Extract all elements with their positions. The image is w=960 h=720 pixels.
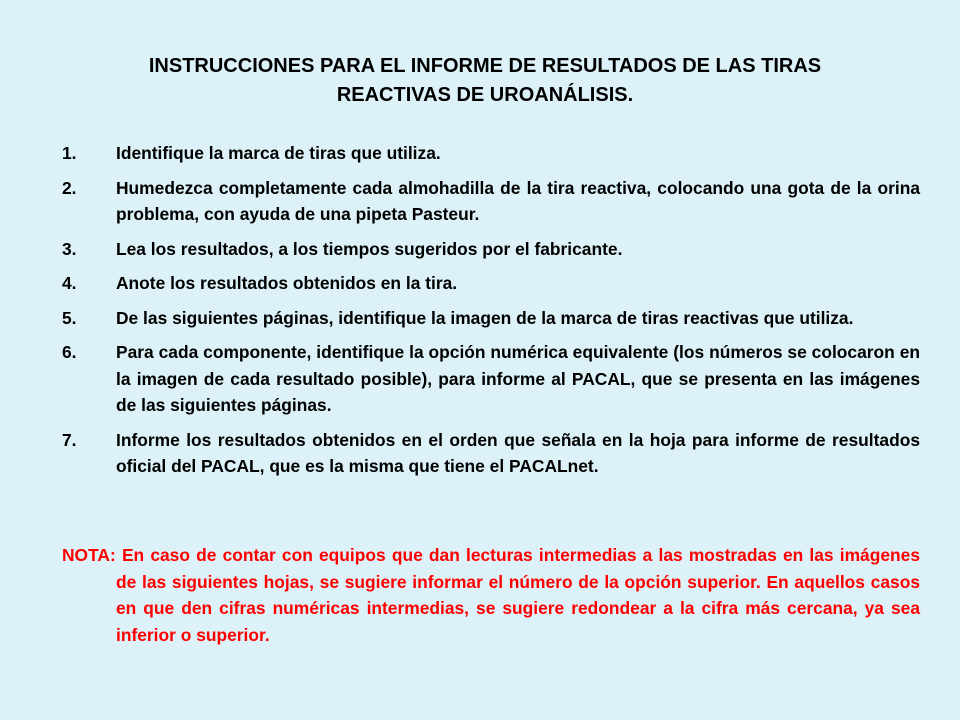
item-text: De las siguientes páginas, identifique la imagen de la marca de tiras reactivas que utiliza. bbox=[116, 307, 854, 328]
item-text: Identifique la marca de tiras que utiliza. bbox=[116, 143, 441, 163]
instruction-list bbox=[62, 140, 920, 488]
item-number: 5. bbox=[62, 307, 77, 328]
list-item bbox=[62, 175, 920, 228]
list-item bbox=[62, 236, 920, 263]
list-item bbox=[62, 427, 920, 480]
item-text: Para cada componente, identifique la opción numérica equivalente (los números se colocaron en la imagen de cada resultado posible), para informe al PACAL, que se presenta en las imágenes de las siguientes páginas. bbox=[116, 342, 920, 415]
note-text: En caso de contar con equipos que dan lecturas intermedias a las mostradas en las imágenes de las siguientes hojas, se sugiere informar el número de la opción superior. En aquellos casos en que den cifras numéricas intermedias, se sugiere redondear a la cifra más cercana, ya sea inferior o superior. bbox=[115, 545, 920, 645]
list-item bbox=[62, 140, 920, 167]
item-number: 4. bbox=[62, 273, 77, 293]
list-item bbox=[62, 270, 920, 297]
item-text: Lea los resultados, a los tiempos sugeridos por el fabricante. bbox=[116, 238, 623, 259]
item-number: 1. bbox=[62, 143, 77, 163]
list-item bbox=[62, 305, 920, 332]
item-number: 3. bbox=[62, 238, 77, 259]
item-number: 2. bbox=[62, 177, 77, 198]
note-paragraph bbox=[62, 542, 920, 648]
title-line-1: INSTRUCCIONES PARA EL INFORME DE RESULTADOS DE LAS TIRAS bbox=[148, 55, 822, 77]
note-label: NOTA: bbox=[62, 545, 116, 565]
list-item bbox=[62, 339, 920, 419]
item-text: Humedezca completamente cada almohadilla de la tira reactiva, colocando una gota de la orina problema, con ayuda de una pipeta Pasteur. bbox=[116, 177, 920, 224]
item-text: Anote los resultados obtenidos en la tira. bbox=[116, 273, 458, 293]
item-number: 6. bbox=[62, 342, 77, 362]
page-title bbox=[100, 52, 870, 110]
title-line-2: REACTIVAS DE UROANÁLISIS. bbox=[336, 84, 634, 106]
item-text: Informe los resultados obtenidos en el orden que señala en la hoja para informe de resultados oficial del PACAL, que es la misma que tiene el PACALnet. bbox=[116, 429, 920, 476]
item-number: 7. bbox=[62, 429, 77, 450]
